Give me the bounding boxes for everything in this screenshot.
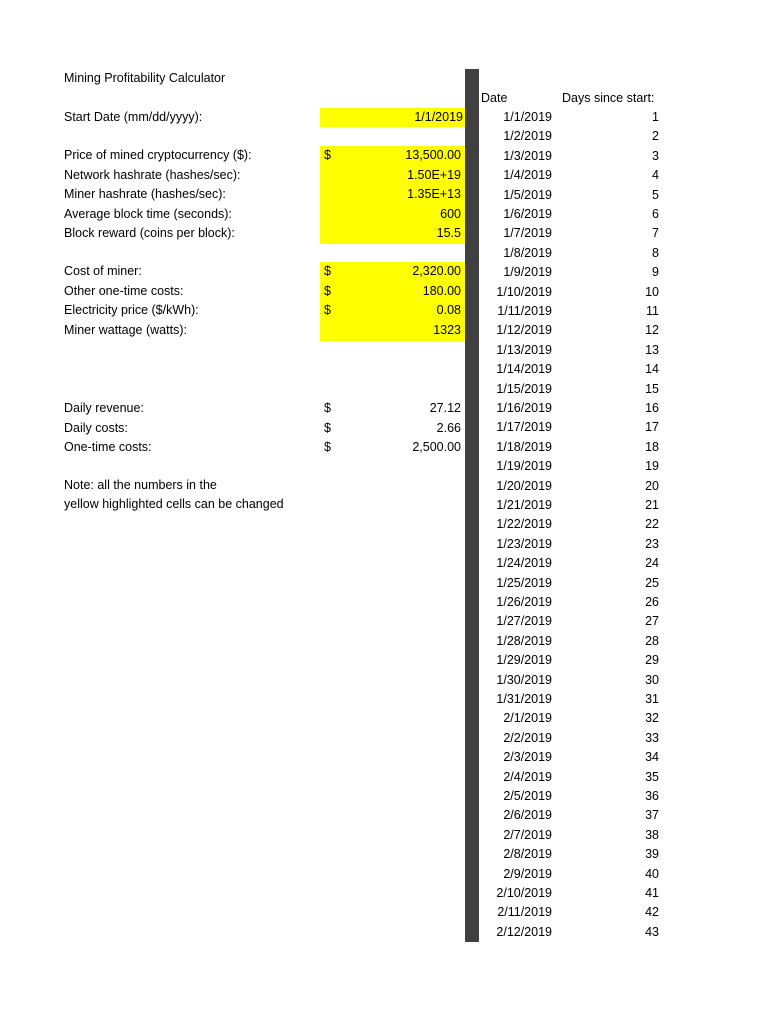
days-cell: 1 [652, 110, 659, 124]
days-cell: 22 [645, 517, 659, 532]
currency-symbol: $ [324, 283, 331, 298]
days-cell: 33 [645, 730, 659, 745]
date-cell: 1/30/2019 [496, 672, 552, 687]
days-cell: 32 [645, 711, 659, 726]
costs-label: Other one-time costs: [64, 283, 184, 298]
date-cell: 1/8/2019 [503, 245, 552, 260]
date-cell: 1/20/2019 [496, 478, 552, 493]
currency-symbol: $ [324, 420, 331, 435]
params-value[interactable]: 1.50E+19 [407, 167, 461, 182]
date-cell: 1/7/2019 [503, 226, 552, 241]
days-cell: 16 [645, 401, 659, 415]
results-label: Daily revenue: [64, 401, 144, 415]
days-cell: 39 [645, 847, 659, 862]
costs-value[interactable]: 0.08 [436, 303, 461, 317]
params-value[interactable]: 600 [440, 206, 461, 221]
page-title: Mining Profitability Calculator [64, 71, 226, 85]
date-cell: 1/19/2019 [496, 459, 552, 474]
currency-symbol: $ [324, 440, 331, 454]
days-cell: 23 [645, 536, 659, 551]
days-cell: 27 [645, 614, 659, 629]
costs-label: Electricity price ($/kWh): [64, 303, 199, 317]
costs-value[interactable]: 180.00 [422, 283, 461, 298]
days-cell: 40 [645, 866, 659, 881]
date-cell: 1/27/2019 [496, 614, 552, 629]
date-cell: 1/5/2019 [503, 187, 552, 202]
days-cell: 8 [652, 245, 659, 260]
days-cell: 13 [645, 342, 659, 357]
costs-label: Cost of miner: [64, 264, 142, 278]
params-value[interactable]: 13,500.00 [405, 148, 461, 162]
days-cell: 14 [645, 362, 659, 377]
date-cell: 1/17/2019 [496, 420, 552, 435]
date-cell: 2/1/2019 [503, 711, 552, 726]
params-label: Miner hashrate (hashes/sec): [64, 187, 226, 201]
date-cell: 1/1/2019 [503, 110, 552, 124]
date-cell: 1/3/2019 [503, 148, 552, 163]
date-cell: 1/14/2019 [496, 362, 552, 377]
start-date-label: Start Date (mm/dd/yyyy): [64, 110, 203, 124]
costs-label: Miner wattage (watts): [64, 322, 187, 337]
column-divider [465, 69, 479, 942]
days-cell: 24 [645, 556, 659, 571]
days-cell: 41 [645, 886, 659, 900]
currency-symbol: $ [324, 148, 331, 162]
days-cell: 2 [652, 129, 659, 144]
date-cell: 2/8/2019 [503, 847, 552, 862]
days-cell: 7 [652, 226, 659, 241]
date-cell: 2/6/2019 [503, 808, 552, 823]
days-cell: 4 [652, 168, 659, 183]
results-value: 2.66 [436, 420, 461, 435]
date-cell: 1/26/2019 [496, 595, 552, 609]
days-cell: 12 [645, 323, 659, 338]
date-cell: 1/18/2019 [496, 439, 552, 454]
days-cell: 15 [645, 381, 659, 396]
days-cell: 19 [645, 459, 659, 474]
params-label: Price of mined cryptocurrency ($): [64, 148, 252, 162]
currency-symbol: $ [324, 303, 331, 317]
date-cell: 1/22/2019 [496, 517, 552, 532]
currency-symbol: $ [324, 401, 331, 415]
days-cell: 31 [645, 692, 659, 706]
days-cell: 37 [645, 808, 659, 823]
days-cell: 42 [645, 905, 659, 920]
days-cell: 25 [645, 575, 659, 590]
date-cell: 1/28/2019 [496, 633, 552, 648]
start-date-input[interactable]: 1/1/2019 [414, 110, 463, 124]
date-header: Date [481, 91, 508, 105]
params-value[interactable]: 15.5 [436, 226, 461, 240]
days-cell: 35 [645, 769, 659, 784]
date-cell: 1/21/2019 [496, 498, 552, 512]
note-line-1: Note: all the numbers in the [64, 478, 217, 492]
date-cell: 1/13/2019 [496, 342, 552, 357]
date-cell: 2/4/2019 [503, 769, 552, 784]
days-cell: 17 [645, 420, 659, 435]
date-cell: 1/11/2019 [497, 304, 552, 318]
params-value[interactable]: 1.35E+13 [407, 187, 461, 201]
days-cell: 34 [645, 750, 659, 765]
days-cell: 11 [646, 304, 659, 318]
days-cell: 28 [645, 633, 659, 648]
days-cell: 30 [645, 672, 659, 687]
date-cell: 2/5/2019 [503, 789, 552, 803]
results-value: 27.12 [429, 401, 461, 415]
days-cell: 3 [652, 148, 659, 163]
date-cell: 1/12/2019 [496, 323, 552, 338]
date-cell: 2/9/2019 [503, 866, 552, 881]
date-cell: 1/2/2019 [503, 129, 552, 144]
days-cell: 9 [652, 265, 659, 280]
date-cell: 1/23/2019 [496, 536, 552, 551]
days-cell: 21 [645, 498, 659, 512]
costs-value[interactable]: 1323 [433, 322, 461, 337]
results-value: 2,500.00 [412, 440, 461, 454]
days-cell: 18 [645, 439, 659, 454]
date-cell: 2/11/2019 [497, 905, 552, 920]
days-cell: 10 [645, 284, 659, 299]
results-label: One-time costs: [64, 440, 152, 454]
date-cell: 1/4/2019 [503, 168, 552, 183]
costs-value[interactable]: 2,320.00 [412, 264, 461, 278]
date-cell: 1/15/2019 [496, 381, 552, 396]
date-cell: 1/16/2019 [496, 401, 552, 415]
days-cell: 43 [645, 924, 659, 939]
date-cell: 1/24/2019 [496, 556, 552, 571]
date-cell: 1/9/2019 [503, 265, 552, 280]
days-cell: 36 [645, 789, 659, 803]
date-cell: 1/6/2019 [503, 207, 552, 221]
params-label: Network hashrate (hashes/sec): [64, 167, 241, 182]
params-label: Block reward (coins per block): [64, 226, 235, 240]
days-cell: 20 [645, 478, 659, 493]
date-cell: 2/3/2019 [503, 750, 552, 765]
date-cell: 2/10/2019 [496, 886, 552, 900]
days-cell: 29 [645, 653, 659, 668]
days-header: Days since start: [562, 91, 655, 105]
date-cell: 1/25/2019 [496, 575, 552, 590]
days-cell: 6 [652, 207, 659, 221]
note-line-2: yellow highlighted cells can be changed [64, 497, 284, 511]
days-cell: 38 [645, 827, 659, 842]
days-cell: 5 [652, 187, 659, 202]
results-label: Daily costs: [64, 420, 128, 435]
days-cell: 26 [645, 595, 659, 609]
date-cell: 2/12/2019 [496, 924, 552, 939]
date-cell: 1/31/2019 [496, 692, 552, 706]
date-cell: 2/7/2019 [503, 827, 552, 842]
date-cell: 1/29/2019 [496, 653, 552, 668]
currency-symbol: $ [324, 264, 331, 278]
params-label: Average block time (seconds): [64, 206, 232, 221]
date-cell: 2/2/2019 [503, 730, 552, 745]
date-cell: 1/10/2019 [496, 284, 552, 299]
